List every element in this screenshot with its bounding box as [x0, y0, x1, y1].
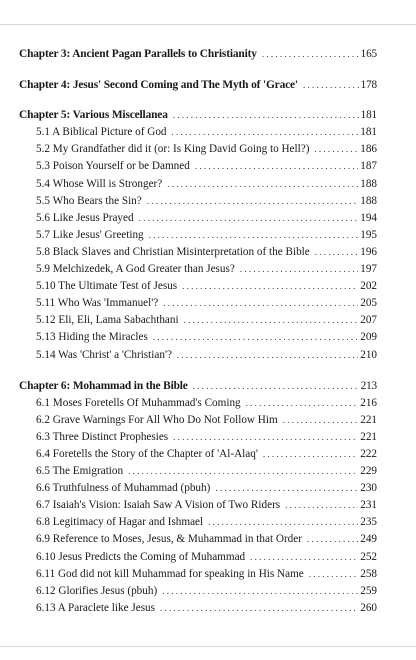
section-entry[interactable]	[19, 414, 377, 427]
section-title: 5.4 Whose Will is Stronger?	[36, 177, 163, 190]
page-number: 187	[360, 160, 377, 173]
section-entry[interactable]	[19, 178, 377, 191]
section-title: 5.11 Who Was 'Immanuel'?	[36, 297, 159, 310]
section-title: 6.10 Jesus Predicts the Coming of Muhammad	[36, 550, 246, 563]
dot-leader	[263, 448, 358, 461]
section-entry[interactable]	[19, 331, 377, 344]
page-number: 195	[360, 228, 377, 241]
section-title: 5.13 Hiding the Miracles	[36, 331, 148, 344]
section-title: 6.6 Truthfulness of Muhammad (pbuh)	[36, 482, 211, 495]
section-entry[interactable]	[19, 533, 377, 546]
dot-leader	[167, 178, 358, 191]
dot-leader	[149, 229, 359, 242]
section-title: 5.6 Like Jesus Prayed	[36, 211, 134, 224]
section-entry[interactable]	[19, 516, 377, 529]
section-title: 6.12 Glorifies Jesus (pbuh)	[36, 584, 158, 597]
section-entry[interactable]	[19, 314, 377, 327]
dot-leader	[314, 143, 358, 156]
page-number: 181	[360, 109, 377, 122]
section-entry[interactable]	[19, 397, 377, 410]
page-number: 207	[360, 314, 377, 327]
section-title: 5.9 Melchizedek, A God Greater than Jesus?	[36, 263, 235, 276]
page-number: 197	[360, 263, 377, 276]
dot-leader	[315, 246, 358, 259]
section-entry[interactable]	[19, 568, 377, 581]
page-number: 259	[360, 584, 377, 597]
section-entry[interactable]	[19, 431, 377, 444]
page-number: 231	[360, 499, 377, 512]
section-entry[interactable]	[19, 482, 377, 495]
section-title: 5.12 Eli, Eli, Lama Sabachthani	[36, 314, 179, 327]
dot-leader	[193, 380, 359, 393]
section-title: 6.5 The Emigration	[36, 465, 124, 478]
chapter-6-sections	[19, 397, 377, 615]
dot-leader	[163, 297, 358, 310]
page-number: 196	[360, 245, 377, 258]
page-number: 181	[360, 126, 377, 139]
section-title: 5.8 Black Slaves and Christian Misinterpretation of the Bible	[36, 245, 310, 258]
section-title: 6.8 Legitimacy of Hagar and Ishmael	[36, 516, 204, 529]
page-number: 194	[360, 211, 377, 224]
bottom-rule	[0, 646, 416, 647]
section-entry[interactable]	[19, 212, 377, 225]
section-entry[interactable]	[19, 280, 377, 293]
page-number: 210	[360, 348, 377, 361]
chapter-title: Chapter 6: Mohammad in the Bible	[19, 379, 188, 392]
section-title: 6.13 A Paraclete like Jesus	[36, 601, 155, 614]
chapter-3-block	[19, 48, 377, 61]
section-entry[interactable]	[19, 143, 377, 156]
dot-leader	[309, 568, 358, 581]
section-title: 5.5 Who Bears the Sin?	[36, 194, 142, 207]
dot-leader	[153, 331, 358, 344]
section-title: 6.9 Reference to Moses, Jesus, & Muhammad in that Order	[36, 533, 302, 546]
chapter-5-block	[19, 109, 377, 361]
section-entry[interactable]	[19, 263, 377, 276]
section-title: 5.7 Like Jesus' Greeting	[36, 228, 144, 241]
section-entry[interactable]	[19, 465, 377, 478]
chapter-title: Chapter 3: Ancient Pagan Parallels to Christianity	[19, 48, 257, 60]
page-number: 222	[360, 447, 377, 460]
page-number: 229	[360, 465, 377, 478]
page-number: 209	[360, 331, 377, 344]
page-number: 221	[360, 413, 377, 426]
dot-leader	[208, 516, 358, 529]
dot-leader	[160, 602, 358, 615]
section-title: 5.10 The Ultimate Test of Jesus	[36, 280, 178, 293]
page-number: 186	[360, 143, 377, 156]
section-title: 5.3 Poison Yourself or be Damned	[36, 160, 190, 173]
section-title: 5.14 Was 'Christ' a 'Christian'?	[36, 348, 172, 361]
page-number: 216	[360, 396, 377, 409]
section-title: 6.7 Isaiah's Vision: Isaiah Saw A Vision of Two Riders	[36, 499, 281, 512]
section-entry[interactable]	[19, 602, 377, 615]
section-entry[interactable]	[19, 246, 377, 259]
page-number: 213	[360, 379, 377, 392]
section-entry[interactable]	[19, 499, 377, 512]
section-entry[interactable]	[19, 448, 377, 461]
page-number: 252	[360, 550, 377, 563]
dot-leader	[184, 314, 359, 327]
chapter-entry[interactable]	[19, 79, 377, 92]
dot-leader	[139, 212, 359, 225]
page-number: 202	[360, 280, 377, 293]
page-number: 188	[360, 177, 377, 190]
page-number: 230	[360, 482, 377, 495]
section-entry[interactable]	[19, 229, 377, 242]
chapter-title: Chapter 5: Various Miscellanea	[19, 109, 168, 122]
dot-leader	[182, 280, 358, 293]
dot-leader	[240, 263, 358, 276]
section-title: 6.1 Moses Foretells Of Muhammad's Coming	[36, 396, 241, 409]
dot-leader	[172, 126, 359, 139]
section-entry[interactable]	[19, 551, 377, 564]
dot-leader	[177, 349, 358, 362]
section-title: 5.1 A Biblical Picture of God	[36, 126, 167, 139]
dot-leader	[303, 79, 359, 92]
section-title: 6.11 God did not kill Muhammad for speaking in His Name	[36, 567, 304, 580]
page-number: 178	[360, 79, 377, 92]
page-number: 260	[360, 601, 377, 614]
chapter-title: Chapter 4: Jesus' Second Coming and The Myth of 'Grace'	[19, 79, 298, 92]
page-number: 258	[360, 567, 377, 580]
page-number: 235	[360, 516, 377, 529]
page-number: 188	[360, 194, 377, 207]
section-entry[interactable]	[19, 160, 377, 173]
section-title: 5.2 My Grandfather did it (or: Is King David Going to Hell?)	[36, 143, 310, 156]
page-number: 249	[360, 533, 377, 546]
chapter-entry[interactable]	[19, 109, 377, 122]
dot-leader	[250, 551, 358, 564]
chapter-entry[interactable]	[19, 380, 377, 393]
dot-leader	[128, 465, 358, 478]
chapter-5-sections	[19, 126, 377, 361]
dot-leader	[147, 195, 358, 208]
page-number: 221	[360, 430, 377, 443]
dot-leader	[173, 109, 359, 122]
chapter-entry[interactable]	[19, 48, 377, 61]
section-entry[interactable]	[19, 585, 377, 598]
dot-leader	[173, 431, 358, 444]
dot-leader	[285, 499, 358, 512]
top-rule	[0, 24, 416, 25]
chapter-6-block	[19, 380, 377, 615]
section-title: 6.2 Grave Warnings For All Who Do Not Follow Him	[36, 413, 278, 426]
chapter-4-block	[19, 79, 377, 92]
dot-leader	[307, 533, 358, 546]
section-entry[interactable]	[19, 297, 377, 310]
dot-leader	[283, 414, 359, 427]
section-entry[interactable]	[19, 349, 377, 362]
page-number: 165	[360, 48, 377, 60]
section-title: 6.4 Foretells the Story of the Chapter of 'Al-Alaq'	[36, 447, 258, 460]
dot-leader	[162, 585, 358, 598]
dot-leader	[195, 160, 358, 173]
section-entry[interactable]	[19, 195, 377, 208]
section-title: 6.3 Three Distinct Prophesies	[36, 430, 169, 443]
section-entry[interactable]	[19, 126, 377, 139]
dot-leader	[262, 48, 359, 61]
dot-leader	[215, 482, 358, 495]
page-number: 205	[360, 297, 377, 310]
table-of-contents	[19, 48, 377, 619]
dot-leader	[246, 397, 359, 410]
